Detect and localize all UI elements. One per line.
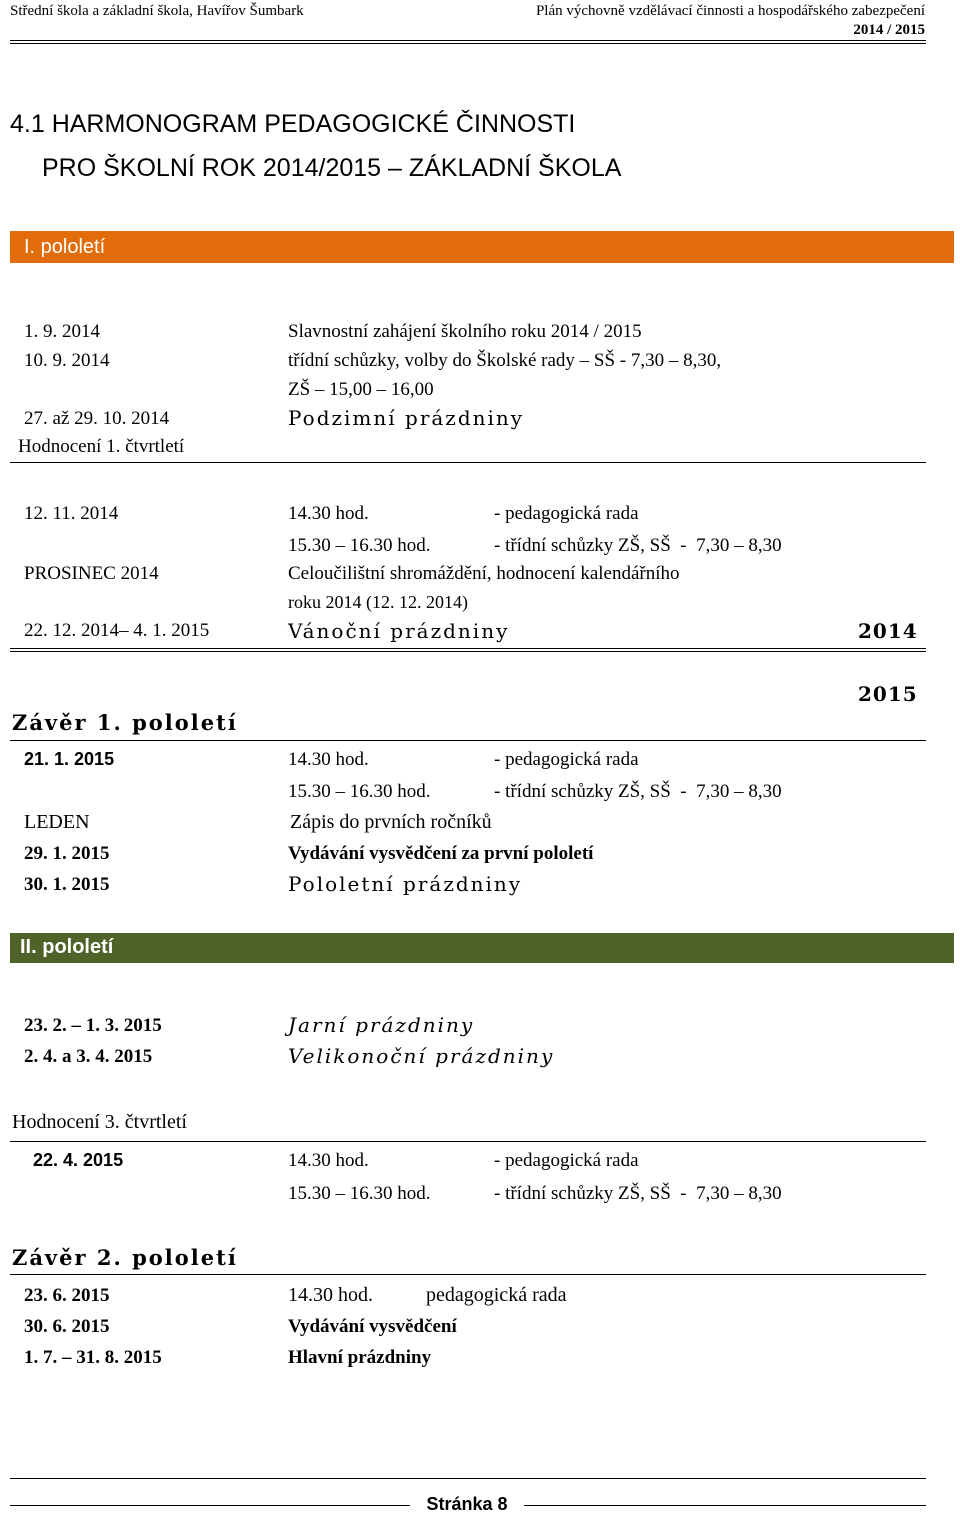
header-rule [10, 40, 926, 44]
event-date: 23. 6. 2015 [24, 1285, 110, 1306]
event-text: třídní schůzky, volby do Školské rady – SŠ - 7,30 – 8,30, [288, 350, 722, 371]
meeting-time: 15.30 – 16.30 hod. [288, 781, 431, 802]
quarter-3-heading: Hodnocení 3. čtvrtletí [12, 1111, 187, 1133]
event-text: pedagogická rada [426, 1284, 567, 1306]
event-date: 27. až 29. 10. 2014 [24, 408, 170, 429]
leden-label: LEDEN [24, 811, 90, 833]
event-text: Slavnostní zahájení školního roku 2014 / 2015 [288, 321, 642, 342]
meeting-event: - pedagogická rada [494, 1150, 639, 1171]
meeting-event: - třídní schůzky ZŠ, SŠ - 7,30 – 8,30 [494, 535, 782, 556]
spring-holiday: Jarní prázdniny [288, 1013, 475, 1037]
half-year-2-label: II. pololetí [20, 936, 114, 958]
event-date: 30. 1. 2015 [24, 874, 110, 895]
header-school-name: Střední škola a základní škola, Havířov Šumbark [10, 3, 304, 19]
header-school-year: 2014 / 2015 [853, 22, 925, 38]
event-date: 10. 9. 2014 [24, 350, 110, 371]
half-year-holiday: Pololetní prázdniny [288, 872, 523, 896]
year-2015: 2015 [858, 682, 918, 706]
footer-rule [10, 1478, 926, 1479]
event-text: Vydávání vysvědčení za první pololetí [288, 843, 594, 864]
half-year-1-bar: I. pololetí [10, 231, 954, 263]
event-text-continued: ZŠ – 15,00 – 16,00 [288, 379, 434, 400]
header-plan-title: Plán výchovně vzdělávací činnosti a hospodářského zabezpečení [535, 3, 925, 19]
xmas-holiday: Vánoční prázdniny [288, 619, 510, 643]
xmas-date: 22. 12. 2014– 4. 1. 2015 [24, 620, 210, 641]
footer-rule-left [10, 1505, 410, 1506]
prosinec-text-continued: roku 2014 (12. 12. 2014) [288, 592, 468, 612]
event-date: 1. 7. – 31. 8. 2015 [24, 1347, 162, 1368]
meeting-time: 14.30 hod. [288, 1284, 373, 1306]
footer-rule-right [524, 1505, 926, 1506]
easter-holiday: Velikonoční prázdniny [288, 1044, 555, 1068]
prosinec-label: PROSINEC 2014 [24, 563, 159, 584]
meeting-date: 22. 4. 2015 [33, 1150, 124, 1170]
event-date: 1. 9. 2014 [24, 321, 100, 342]
section-rule [10, 740, 926, 741]
end-half-2-heading: Závěr 2. pololetí [12, 1245, 238, 1270]
meeting-time: 14.30 hod. [288, 1150, 369, 1171]
section-double-rule [10, 648, 926, 652]
event-date: 30. 6. 2015 [24, 1316, 110, 1337]
meeting-date: 12. 11. 2014 [24, 503, 119, 524]
meeting-time: 15.30 – 16.30 hod. [288, 535, 431, 556]
meeting-time: 14.30 hod. [288, 503, 369, 524]
event-date: 2. 4. a 3. 4. 2015 [24, 1046, 153, 1067]
meeting-time: 14.30 hod. [288, 749, 369, 770]
prosinec-text: Celoučilištní shromáždění, hodnocení kalendářního [288, 563, 680, 584]
event-text: Vydávání vysvědčení [288, 1316, 457, 1337]
page-subtitle: PRO ŠKOLNÍ ROK 2014/2015 – ZÁKLADNÍ ŠKOLA [42, 154, 622, 182]
autumn-holiday: Podzimní prázdniny [288, 406, 525, 430]
meeting-event: - pedagogická rada [494, 749, 639, 770]
meeting-event: - třídní schůzky ZŠ, SŠ - 7,30 – 8,30 [494, 781, 782, 802]
event-date: 23. 2. – 1. 3. 2015 [24, 1015, 162, 1036]
quarter-1-heading: Hodnocení 1. čtvrtletí [18, 436, 185, 457]
section-rule [10, 1274, 926, 1275]
year-2014: 2014 [858, 619, 918, 643]
section-rule [10, 1141, 926, 1142]
leden-text: Zápis do prvních ročníků [290, 811, 492, 833]
event-text: Hlavní prázdniny [288, 1347, 432, 1368]
meeting-time: 15.30 – 16.30 hod. [288, 1183, 431, 1204]
page-title: 4.1 HARMONOGRAM PEDAGOGICKÉ ČINNOSTI [10, 110, 576, 138]
half-year-2-bar [10, 933, 954, 963]
meeting-event: - pedagogická rada [494, 503, 639, 524]
meeting-date: 21. 1. 2015 [24, 749, 115, 769]
meeting-event: - třídní schůzky ZŠ, SŠ - 7,30 – 8,30 [494, 1183, 782, 1204]
event-date: 29. 1. 2015 [24, 843, 110, 864]
page-number: Stránka 8 [426, 1494, 508, 1514]
section-rule [10, 462, 926, 463]
end-half-1-heading: Závěr 1. pololetí [12, 710, 238, 735]
